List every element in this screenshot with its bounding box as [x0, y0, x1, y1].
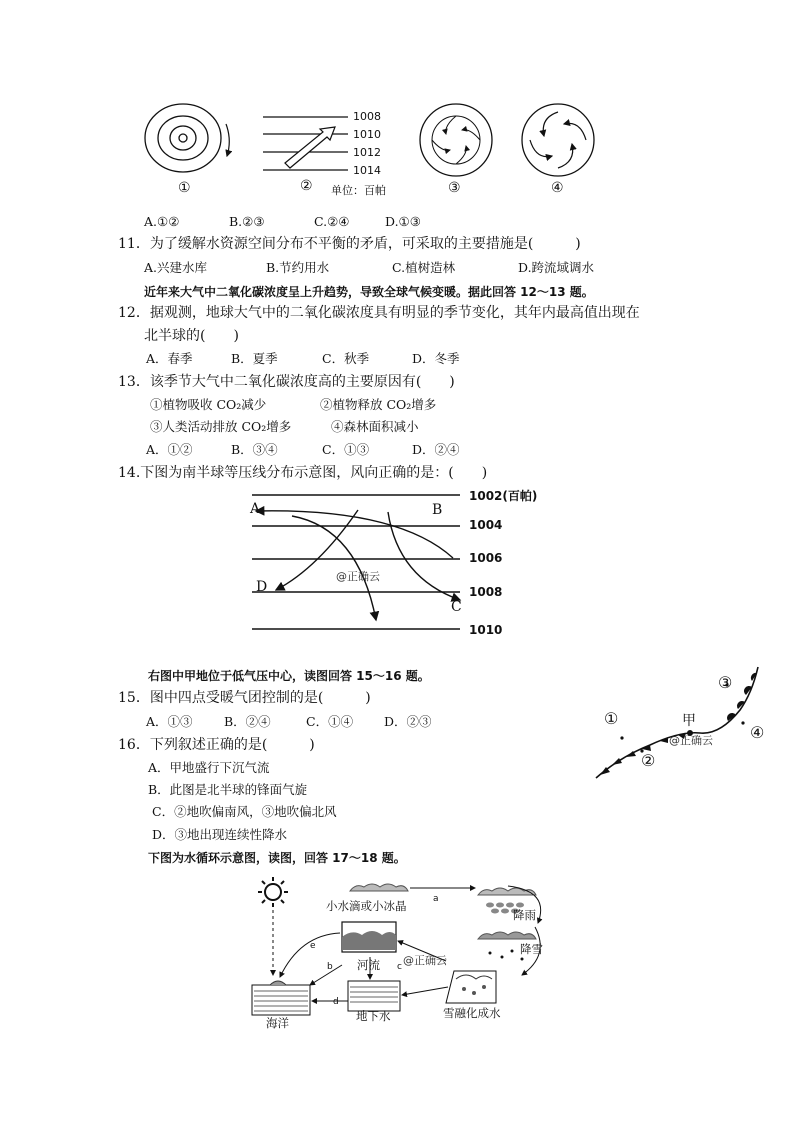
label-droplets: 小水滴或小冰晶	[326, 899, 407, 913]
q16-option-b[interactable]: B．此图是北半球的锋面气旋	[148, 782, 308, 797]
front-center-jia: 甲	[682, 713, 696, 729]
q10-option-c[interactable]: C.②④	[314, 214, 350, 229]
q13-option-b[interactable]: B．③④	[231, 442, 278, 457]
q12-stem-line1: 12．据观测，地球大气中的二氧化碳浓度具有明显的季节变化，其年内最高值出现在	[118, 305, 640, 321]
label-snowmelt: 雪融化成水	[443, 1006, 501, 1020]
intro-12-13: 近年来大气中二氧化碳浓度呈上升趋势，导致全球气候变暖。据此回答 12～13 题。	[144, 285, 594, 299]
front-point-2: ②	[641, 751, 656, 770]
arrow-label-e: e	[310, 941, 316, 951]
isobar-label-1014: 1014	[353, 164, 381, 177]
q15-option-b[interactable]: B．②④	[224, 714, 271, 729]
arrow-label-b: b	[327, 962, 333, 972]
q13-stem: 13．该季节大气中二氧化碳浓度高的主要原因有( )	[118, 374, 455, 390]
q16-option-d[interactable]: D．③地出现连续性降水	[152, 827, 288, 842]
watermark: @正确云	[336, 570, 380, 583]
isobar-label-1008: 1008	[353, 110, 381, 123]
q12-option-a[interactable]: A．春季	[146, 351, 193, 366]
front-point-3: ③	[718, 673, 733, 692]
q15-option-c[interactable]: C．①④	[306, 714, 354, 729]
q12-option-d[interactable]: D．冬季	[412, 351, 460, 366]
figure-label-3: ③	[448, 180, 461, 196]
front-point-1: ①	[604, 709, 619, 728]
q11-option-c[interactable]: C.植树造林	[392, 260, 456, 275]
q14-stem: 14.下图为南半球等压线分布示意图，风向正确的是：( )	[118, 465, 488, 481]
q13-option-d[interactable]: D．②④	[412, 442, 460, 457]
diagram-2-isobars	[263, 117, 348, 170]
intro-15-16: 右图中甲地位于低气压中心，读图回答 15～16 题。	[148, 669, 430, 683]
isobar-1010: 1010	[469, 623, 503, 637]
front-watermark: @正确云	[669, 734, 713, 747]
point-d: D	[256, 579, 268, 595]
arrow-label-d: d	[333, 997, 339, 1007]
arrow-label-a: a	[433, 894, 439, 904]
label-ocean: 海洋	[266, 1016, 289, 1030]
q11-stem: 11．为了缓解水资源空间分布不平衡的矛盾，可采取的主要措施是( )	[118, 236, 581, 252]
unit-label: 单位：百帕	[331, 184, 386, 197]
isobar-1008: 1008	[469, 585, 503, 599]
q13-item-4: ④森林面积减小	[331, 419, 419, 434]
q13-item-2: ②植物释放 CO₂增多	[320, 397, 437, 412]
q11-option-d[interactable]: D.跨流域调水	[518, 260, 595, 275]
label-river: 河流	[357, 958, 380, 972]
water-watermark: @正确云	[403, 954, 447, 967]
isobar-1002: 1002(百帕)	[469, 489, 538, 503]
q12-option-c[interactable]: C．秋季	[322, 351, 370, 366]
front-point-4: ④	[750, 723, 765, 742]
figure-label-4: ④	[551, 180, 564, 196]
point-b: B	[432, 502, 443, 518]
q12-stem-line2: 北半球的( )	[144, 328, 239, 344]
diagram-3-cyclone	[420, 104, 492, 176]
q15-option-a[interactable]: A．①③	[146, 714, 193, 729]
q13-option-c[interactable]: C．①③	[322, 442, 370, 457]
arrow-label-c: c	[397, 962, 402, 972]
diagram-1-concentric-circles	[145, 104, 229, 172]
isobar-1006: 1006	[469, 551, 503, 565]
q10-option-d[interactable]: D.①③	[385, 214, 421, 229]
q13-item-3: ③人类活动排放 CO₂增多	[150, 419, 292, 434]
q13-item-1: ①植物吸收 CO₂减少	[150, 397, 267, 412]
point-c: C	[451, 599, 462, 615]
q16-option-a[interactable]: A．甲地盛行下沉气流	[148, 760, 270, 775]
diagram-4-spiral	[522, 104, 594, 176]
q10-option-a[interactable]: A.①②	[144, 214, 180, 229]
intro-17-18: 下图为水循环示意图，读图，回答 17～18 题。	[148, 851, 406, 865]
figure-label-2: ②	[300, 178, 313, 194]
q16-stem: 16．下列叙述正确的是( )	[118, 737, 315, 753]
q15-stem: 15．图中四点受暖气团控制的是( )	[118, 690, 371, 706]
isobar-label-1010: 1010	[353, 128, 381, 141]
point-a: A	[250, 501, 261, 517]
label-snow: 降雪	[520, 942, 543, 956]
q12-option-b[interactable]: B．夏季	[231, 351, 278, 366]
isobar-label-1012: 1012	[353, 146, 381, 159]
q11-option-a[interactable]: A.兴建水库	[144, 260, 208, 275]
label-rain: 降雨	[513, 908, 536, 922]
q10-option-b[interactable]: B.②③	[229, 214, 265, 229]
q16-option-c[interactable]: C．②地吹偏南风，③地吹偏北风	[152, 804, 337, 819]
figure-label-1: ①	[178, 180, 191, 196]
isobar-1004: 1004	[469, 518, 503, 532]
label-groundwater: 地下水	[356, 1009, 391, 1023]
q13-option-a[interactable]: A．①②	[146, 442, 193, 457]
q15-option-d[interactable]: D．②③	[384, 714, 432, 729]
sun-icon	[258, 877, 288, 907]
q11-option-b[interactable]: B.节约用水	[266, 260, 330, 275]
